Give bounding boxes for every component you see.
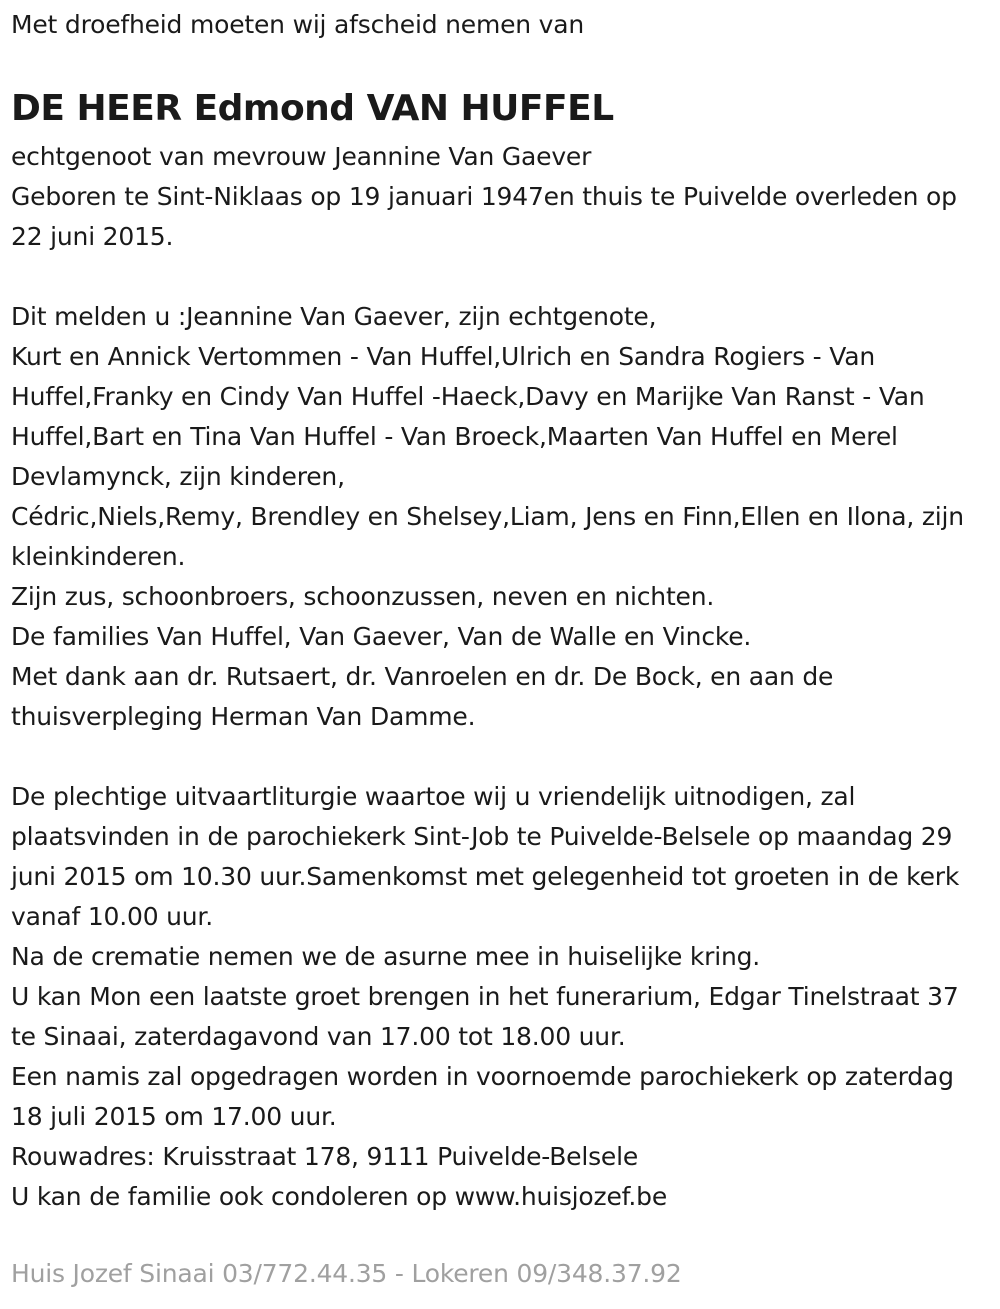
personal-details xyxy=(11,137,986,257)
condolence-line: U kan de familie ook condoleren op www.huisjozef.be xyxy=(11,1182,668,1211)
intro-line: Met droefheid moeten wij afscheid nemen van xyxy=(11,10,585,39)
thanks-line: Met dank aan dr. Rutsaert, dr. Vanroelen en dr. De Bock, en aan de thuisverpleging Herman Van Damme. xyxy=(11,662,834,731)
funerarium-visit: U kan Mon een laatste groet brengen in het funerarium, Edgar Tinelstraat 37 te Sinaai, zaterdagavond van 17.00 tot 18.00 uur. xyxy=(11,982,959,1051)
deceased-name: DE HEER Edmond VAN HUFFEL xyxy=(11,88,614,129)
announcer-relatives: Zijn zus, schoonbroers, schoonzussen, neven en nichten. xyxy=(11,582,715,611)
announcer-children: Kurt en Annick Vertommen - Van Huffel,Ulrich en Sandra Rogiers - Van Huffel,Franky en Cindy Van Huffel -Haeck,Davy en Marijke Van Ranst - Van Huffel,Bart en Tina Van Huffel - Van Broeck,Maarten Van Huffel en Merel Devlamynck, zijn kinderen, xyxy=(11,342,925,491)
announcer-families: De families Van Huffel, Van Gaever, Van de Walle en Vincke. xyxy=(11,622,752,651)
funeral-home-footer: Huis Jozef Sinaai 03/772.44.35 - Lokeren 09/348.37.92 xyxy=(11,1259,682,1288)
announcer-spouse: Dit melden u :Jeannine Van Gaever, zijn echtgenote, xyxy=(11,302,657,331)
mourning-address: Rouwadres: Kruisstraat 178, 9111 Puivelde-Belsele xyxy=(11,1142,639,1171)
memorial-mass: Een namis zal opgedragen worden in voornoemde parochiekerk op zaterdag 18 juli 2015 om 17.00 uur. xyxy=(11,1062,954,1131)
announced-by-section xyxy=(11,297,986,737)
spouse-line: echtgenoot van mevrouw Jeannine Van Gaever xyxy=(11,142,592,171)
liturgy-details: De plechtige uitvaartliturgie waartoe wij u vriendelijk uitnodigen, zal plaatsvinden in de parochiekerk Sint-Job te Puivelde-Belsele op maandag 29 juni 2015 om 10.30 uur.Samenkomst met gelegenheid tot groeten in de kerk vanaf 10.00 uur. xyxy=(11,782,960,931)
ceremony-section xyxy=(11,777,986,1217)
cremation-line: Na de crematie nemen we de asurne mee in huiselijke kring. xyxy=(11,942,761,971)
birth-death-line: Geboren te Sint-Niklaas op 19 januari 1947en thuis te Puivelde overleden op 22 juni 2015. xyxy=(11,182,957,251)
obituary-notice xyxy=(11,0,986,1217)
announcer-grandchildren: Cédric,Niels,Remy, Brendley en Shelsey,Liam, Jens en Finn,Ellen en Ilona, zijn kleinkinderen. xyxy=(11,502,964,571)
